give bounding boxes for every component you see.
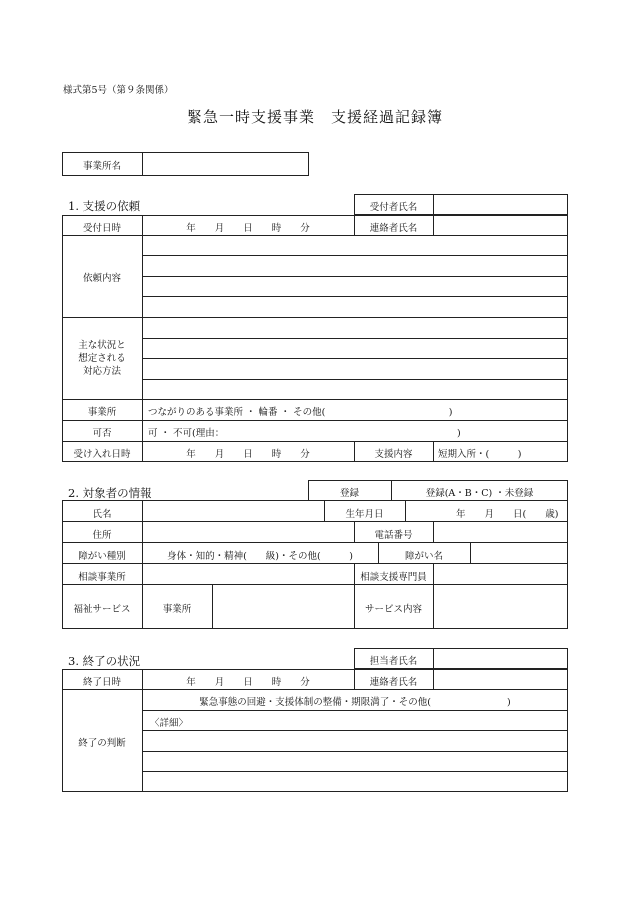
contact-name-label: 連絡者氏名	[369, 223, 418, 234]
staff-name-label: 担当者氏名	[369, 656, 418, 667]
end-date-label: 終了日時	[82, 677, 121, 688]
end-detail-field[interactable]	[146, 735, 564, 787]
situation-label-text: 主な状況と 想定される 対応方法	[78, 340, 126, 377]
disability-type-label: 障がい種別	[78, 551, 126, 562]
reception-date-label: 受付日時	[82, 223, 121, 234]
disability-type-options[interactable]: 身体・知的・精神( 級)・その他( )	[167, 551, 353, 562]
address-label: 住所	[92, 530, 112, 541]
birth-date-field[interactable]: 年 月 日( 歳)	[456, 509, 559, 520]
end-judgment-label: 終了の判断	[78, 738, 126, 749]
section1-heading: 1. 支援の依頼	[68, 199, 141, 213]
office-type-options[interactable]: つながりのある事業所 ・ 輪番 ・ その他( )	[148, 407, 453, 418]
support-content-field[interactable]: 短期入所・( )	[438, 449, 522, 460]
request-content-field[interactable]	[146, 240, 564, 312]
reception-date-field[interactable]: 年 月 日 時 分	[186, 223, 310, 234]
section3-heading: 3. 終了の状況	[68, 654, 141, 668]
consult-specialist-label: 相談支援専門員	[360, 572, 427, 583]
welfare-office-label: 事業所	[162, 604, 192, 615]
registration-label: 登録	[339, 488, 359, 499]
consult-office-label: 相談事業所	[78, 572, 126, 583]
subject-name-label: 氏名	[92, 509, 112, 520]
form-number-note: 様式第5号（第９条関係）	[63, 85, 174, 96]
support-content-label: 支援内容	[374, 449, 413, 460]
availability-options[interactable]: 可 ・ 不可(理由： )	[148, 428, 461, 439]
accept-date-field[interactable]: 年 月 日 時 分	[186, 449, 310, 460]
availability-label: 可否	[92, 428, 112, 439]
welfare-service-label: 福祉サービス	[73, 604, 131, 615]
disability-name-label: 障がい名	[404, 551, 443, 562]
birth-date-label: 生年月日	[345, 509, 384, 520]
receiver-name-label: 受付者氏名	[369, 202, 418, 213]
section2-heading: 2. 対象者の情報	[68, 486, 152, 500]
office-type-label: 事業所	[87, 407, 117, 418]
end-judgment-options[interactable]: 緊急事態の回避・支援体制の整備・期限満了・その他( )	[199, 697, 511, 708]
end-detail-label: 〈詳細〉	[150, 718, 189, 729]
phone-label: 電話番号	[374, 530, 413, 541]
situation-label	[62, 339, 142, 378]
request-content-label: 依頼内容	[82, 273, 121, 284]
office-name-label: 事業所名	[82, 161, 121, 172]
end-contact-name-label: 連絡者氏名	[369, 677, 418, 688]
registration-options[interactable]: 登録(A・B・C) ・未登録	[425, 488, 534, 499]
end-date-field[interactable]: 年 月 日 時 分	[186, 677, 310, 688]
page-title: 緊急一時支援事業 支援経過記録簿	[186, 108, 443, 126]
accept-date-label: 受け入れ日時	[73, 449, 131, 460]
situation-field[interactable]	[146, 322, 564, 394]
service-content-label: サービス内容	[364, 604, 422, 615]
